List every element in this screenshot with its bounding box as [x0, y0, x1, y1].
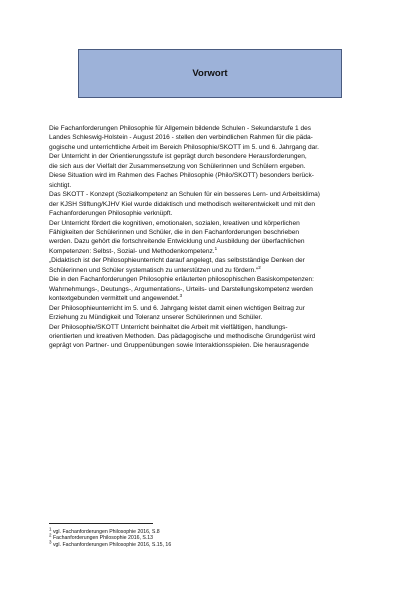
- line-text: Der Philosophieunterricht im 5. und 6. Jahrgang leistet damit einen wichtigen Beitrag zur: [49, 304, 305, 312]
- body-text: [49, 124, 371, 351]
- chapter-header-box: [78, 49, 342, 98]
- chapter-title: Vorwort: [192, 68, 228, 79]
- text-line: [49, 143, 371, 152]
- text-line: [49, 256, 371, 265]
- text-line: [49, 323, 371, 332]
- footnote-marker: 3: [179, 292, 183, 298]
- text-line: [49, 190, 371, 199]
- line-text: geprägt von Partner- und Gruppenübungen sowie Interaktionsspielen. Die herausragende: [49, 342, 309, 350]
- line-text: Die Fachanforderungen Philosophie für Allgemein bildende Schulen - Sekundarstufe 1 des: [49, 125, 312, 132]
- line-text: Fähigkeiten der Schülerinnen und Schüler, die in den Fachanforderungen beschrieben: [49, 228, 300, 236]
- line-text: orientierten und kreativen Methoden. Das pädagogische und methodische Grundgerüst wird: [49, 332, 316, 340]
- footnote-marker: 2: [258, 264, 261, 270]
- footnote-text: Fachanforderungen Philosophie 2016, S.13: [51, 535, 154, 542]
- text-line: [49, 313, 371, 322]
- footnote-number: 2: [49, 532, 52, 538]
- footnote-item: [49, 539, 369, 548]
- line-text: Landes Schleswig-Holstein - August 2016 - stellen den verbindlichen Rahmen für die päda-: [49, 134, 313, 142]
- line-text: kontextgebunden vermittelt und angewendet.: [49, 295, 180, 303]
- line-text: Diese Situation wird im Rahmen des Faches Philosophie (Philo/SKOTT) besonders berück-: [49, 172, 314, 180]
- text-line: [49, 304, 371, 313]
- footnote-number: 3: [49, 539, 52, 545]
- line-text: Die in den Fachanforderungen Philosophie erläuterten philosophischen Basiskompetenzen:: [49, 276, 314, 284]
- text-line: [49, 162, 371, 171]
- line-text: Wahrnehmungs-, Deutungs-, Argumentations-, Urteils- und Darstellungskompetenz werden: [49, 285, 313, 293]
- text-line: [49, 266, 371, 275]
- line-text: Erziehung zu Mündigkeit und Toleranz unserer Schülerinnen und Schüler.: [49, 314, 263, 322]
- footnote-marker: 1: [214, 245, 218, 251]
- line-text: Der Unterricht in der Orientierungsstufe ist geprägt durch besondere Herausforderungen,: [49, 153, 307, 161]
- text-line: [49, 124, 371, 133]
- text-line: [49, 247, 371, 256]
- footnotes: [49, 526, 369, 548]
- footnote-text: vgl. Fachanforderungen Philosophie 2016, S.15, 16: [51, 541, 172, 548]
- line-text: gogische und unterrichtliche Arbeit im Bereich Philosophie/SKOTT im 5. und 6. Jahrgang dar.: [49, 143, 319, 151]
- text-line: [49, 332, 371, 341]
- text-line: [49, 275, 371, 284]
- text-line: [49, 341, 371, 350]
- line-text: Schülerinnen und Schüler systematisch zu unterstützen und zu fördern.“: [49, 266, 259, 274]
- line-text: Der Unterricht fördert die kognitiven, emotionalen, sozialen, kreativen und körperlichen: [49, 219, 300, 227]
- line-text: Der Philosophie/SKOTT Unterricht beinhaltet die Arbeit mit vielfältigen, handlungs-: [49, 323, 288, 331]
- line-text: Kompetenzen: Selbst-, Sozial- und Methodenkompetenz.: [49, 247, 215, 255]
- text-line: [49, 200, 371, 209]
- line-text: der KJSH Stiftung/KJHV Kiel wurde didaktisch und methodisch weiterentwickelt und mit den: [49, 200, 316, 208]
- line-text: die sich aus der Vielfalt der Zusammensetzung von Schülerinnen und Schülern ergeben.: [49, 162, 306, 170]
- text-line: [49, 219, 371, 228]
- text-line: [49, 209, 371, 218]
- footnote-text: vgl. Fachanforderungen Philosophie 2016, S.8: [51, 529, 160, 535]
- text-line: [49, 294, 371, 303]
- footnote-separator: [49, 523, 153, 524]
- line-text: „Didaktisch ist der Philosophieunterricht darauf angelegt, das selbstständige Denken der: [49, 257, 305, 265]
- text-line: [49, 228, 371, 237]
- line-text: werden. Dazu gehört die fortschreitende Entwicklung und Ausbildung der überfachlichen: [49, 238, 305, 246]
- text-line: [49, 237, 371, 246]
- text-line: [49, 133, 371, 142]
- line-text: sichtigt.: [49, 181, 72, 189]
- text-line: [49, 152, 371, 161]
- footnote-number: 1: [49, 526, 52, 532]
- line-text: Das SKOTT - Konzept (Sozialkompetenz an Schulen für ein besseres Lern- und Arbeitsklima): [49, 191, 320, 199]
- text-line: [49, 171, 371, 180]
- line-text: Fachanforderungen Philosophie verknüpft.: [49, 210, 173, 218]
- text-line: [49, 181, 371, 190]
- text-line: [49, 285, 371, 294]
